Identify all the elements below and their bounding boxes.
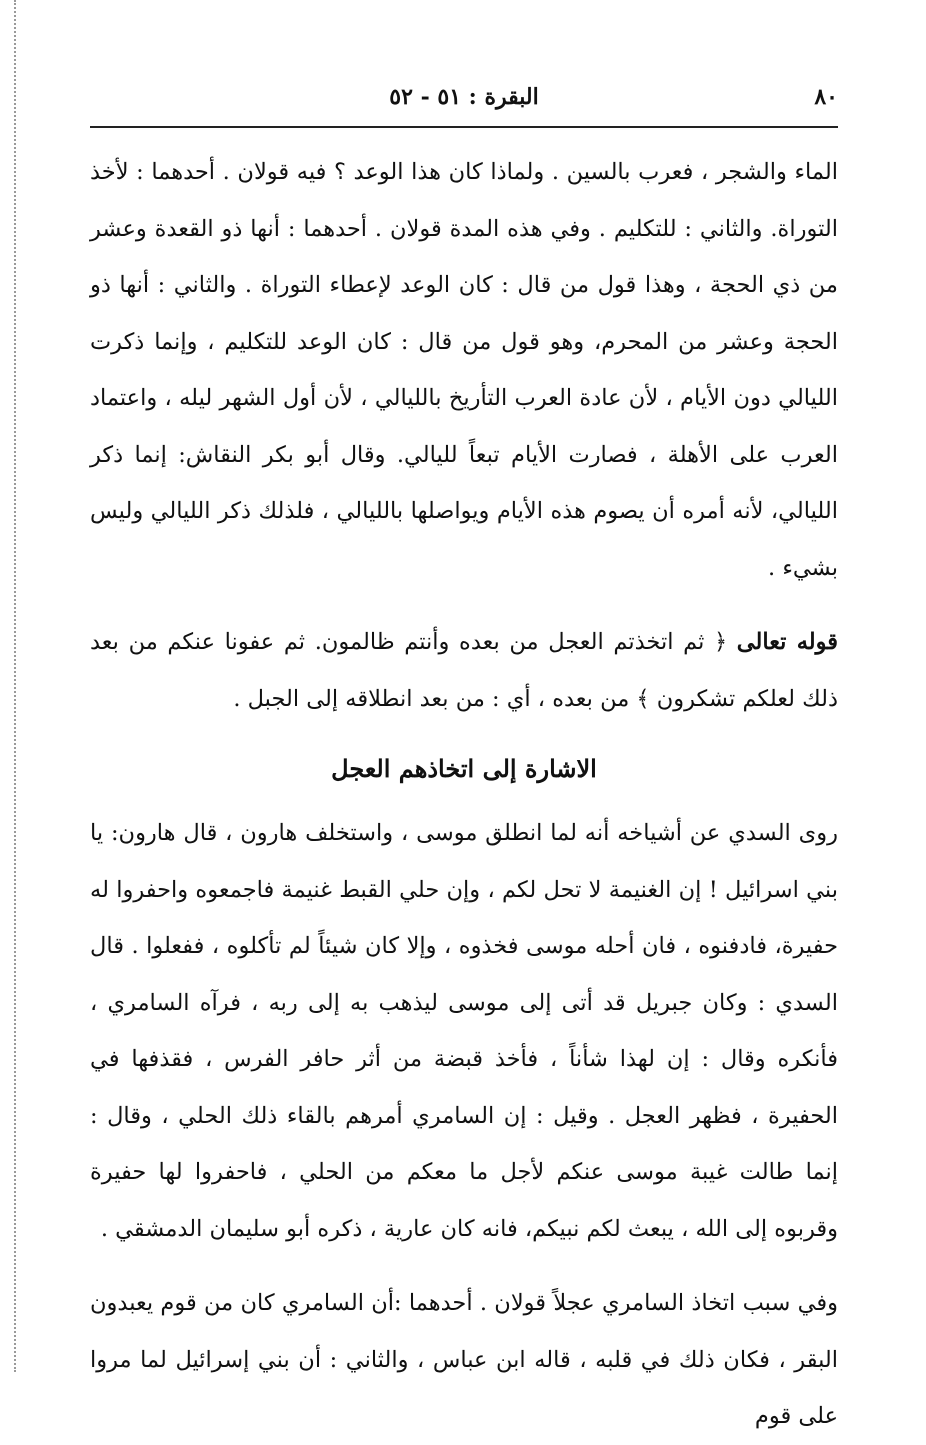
surah-reference: البقرة : ٥١ - ٥٢ — [389, 84, 539, 110]
paragraph-2: روى السدي عن أشياخه أنه لما انطلق موسى ، واستخلف هارون ، قال هارون: يا بني اسرائيل ! إن الغنيمة لا تحل لكم ، وإن حلي القبط غنيمة فاجمعوه واحفروا له حفيرة، فادفنوه ، فان أحله موسى فخذوه ، وإلا كان شيئاً لم تأكلوه ، ففعلوا . قال السدي : وكان جبريل قد أتى إلى موسى ليذهب به إلى ربه ، فرآه السامري ، فأنكره وقال : إن لهذا شأناً ، فأخذ قبضة من أثر حافر الفرس ، فقذفها في الحفيرة ، فظهر العجل . وقيل : إن السامري أمرهم بالقاء ذلك الحلي ، وقال : إنما طالت غيبة موسى عنكم لأجل ما معكم من الحلي ، فاحفروا لها حفيرة وقربوه إلى الله ، يبعث لكم نبيكم، فانه كان عارية ، ذكره أبو سليمان الدمشقي . — [90, 820, 838, 1242]
verse-paragraph — [90, 614, 838, 727]
page-fold-line — [14, 0, 16, 1372]
paragraph-1: الماء والشجر ، فعرب بالسين . ولماذا كان هذا الوعد ؟ فيه قولان . أحدهما : لأخذ التوراة. والثاني : للتكليم . وفي هذه المدة قولان . أحدهما : أنها ذو القعدة وعشر من ذي الحجة ، وهذا قول من قال : كان الوعد لإعطاء التوراة . والثاني : أنها ذو الحجة وعشر من المحرم، وهو قول من قال : كان الوعد للتكليم ، وإنما ذكرت الليالي دون الأيام ، لأن عادة العرب التأريخ بالليالي ، لأن أول الشهر ليله ، واعتماد العرب على الأهلة ، فصارت الأيام تبعاً لليالي. وقال أبو بكر النقاش: إنما ذكر الليالي، لأنه أمره أن يصوم هذه الأيام ويواصلها بالليالي ، فلذلك ذكر الليالي وليس بشيء . — [90, 159, 838, 581]
page-number: ٨٠ — [814, 84, 838, 110]
running-header — [90, 80, 838, 128]
section-heading: الاشارة إلى اتخاذهم العجل — [331, 754, 597, 783]
verse-label: قوله تعالى — [736, 629, 838, 655]
verse-text: ﴿ ثم اتخذتم العجل من بعده وأنتم ظالمون. ثم عفونا عنكم من بعد ذلك لعلكم تشكرون ﴾ من بعده ، أي : من بعد انطلاقه إلى الجبل . — [90, 629, 838, 712]
paragraph-3: وفي سبب اتخاذ السامري عجلاً قولان . أحدهما :أن السامري كان من قوم يعبدون البقر ، فكان ذلك في قلبه ، قاله ابن عباس ، والثاني : أن بني إسرائيل لما مروا على قوم — [90, 1290, 838, 1429]
book-page — [90, 80, 838, 1445]
